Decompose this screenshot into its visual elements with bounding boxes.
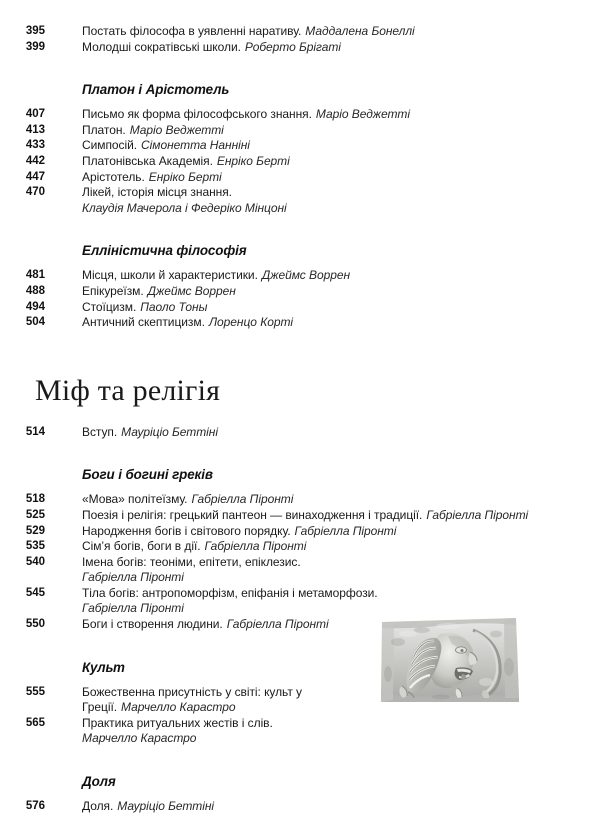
toc-entry-page-number: 407: [25, 108, 45, 121]
toc-entry-body: [45, 154, 600, 170]
toc-entry-page-number: 518: [25, 493, 45, 506]
toc-entry-body: [45, 24, 600, 40]
toc-entry-author: Габріелла Піронті: [82, 601, 184, 616]
toc-entry-author: Марчелло Карастро: [82, 731, 197, 746]
toc-entry[interactable]: [0, 425, 600, 441]
toc-entry-page-number: 504: [25, 316, 45, 329]
toc-entry-body: [45, 138, 600, 154]
toc-entry-page-number: 494: [25, 300, 45, 313]
toc-entry-author: Маддалена Бонеллі: [305, 24, 415, 38]
toc-entry-body: [45, 107, 600, 123]
toc-entry-title: Стоїцизм.: [82, 299, 137, 314]
toc-entry-author: Габріелла Піронті: [191, 492, 294, 507]
spacer: [0, 483, 600, 492]
toc-entry-title: Народження богів і світового порядку.: [82, 523, 291, 538]
toc-subheading-fate: [0, 773, 600, 790]
toc-group-intro-myth: [0, 425, 600, 441]
toc-entry-body: [45, 185, 600, 216]
toc-entry-title: Тіла богів: антропоморфізм, епіфанія і метаморфози.: [82, 585, 378, 600]
toc-group-fate: [0, 799, 600, 815]
toc-entry-author: Паоло Тоны: [140, 299, 208, 314]
toc-entry[interactable]: [0, 508, 600, 524]
toc-entry-author: Марчелло Карастро: [121, 700, 236, 715]
toc-entry-page-number: 442: [25, 154, 45, 167]
toc-group-intro-entries: [0, 24, 600, 55]
toc-entry-author: Мауріціо Беттіні: [117, 799, 215, 814]
toc-entry-author: Габріелла Піронті: [204, 539, 307, 554]
toc-entry-author: Клаудія Мачерола і Федеріко Мінцоні: [82, 200, 287, 215]
toc-entry-author: Габріелла Піронті: [426, 507, 529, 522]
subheading-label: Культ: [82, 659, 125, 675]
section-myth-and-religion: [0, 374, 600, 815]
toc-entry-title: «Мова» політеїзму.: [82, 492, 188, 507]
toc-entry[interactable]: [0, 24, 600, 40]
toc-entry-page-number: 488: [25, 284, 45, 297]
toc-entry-body: [45, 508, 600, 524]
toc-entry-author: Габріелла Піронті: [82, 570, 184, 585]
toc-entry-body: [45, 284, 600, 300]
subheading-label: Доля: [82, 774, 116, 790]
toc-entry-author: Габріелла Піронті: [294, 523, 397, 538]
toc-entry-body: [45, 716, 600, 747]
toc-entry-title: Місця, школи й характеристики.: [82, 268, 258, 283]
toc-entry-page-number: 514: [25, 425, 45, 438]
spacer: [0, 98, 600, 107]
toc-entry-page-number: 399: [25, 40, 45, 53]
toc-group-hellenistic-philosophy: [0, 268, 600, 330]
toc-entry-page-number: 481: [25, 269, 45, 282]
toc-entry[interactable]: [0, 799, 600, 815]
spacer: [0, 331, 600, 374]
toc-entry-body: [45, 492, 600, 508]
toc-entry[interactable]: [0, 716, 600, 747]
toc-entry-title: Імена богів: теоніми, епітети, епіклезис.: [82, 554, 301, 569]
toc-entry-title: Постать філософа в уявленні наративу.: [82, 24, 302, 38]
toc-entry-page-number: 447: [25, 170, 45, 183]
part-title: Міф та релігія: [35, 373, 221, 407]
toc-entry[interactable]: [0, 539, 600, 555]
toc-entry-body: [45, 555, 600, 586]
toc-subheading-hellenistic-philosophy: [0, 242, 600, 259]
toc-entry-title: Доля.: [82, 799, 114, 814]
toc-entry-title: Лікей, історія місця знання.: [82, 185, 232, 200]
subheading-label: Елліністична філософія: [82, 243, 247, 259]
toc-entry-body: [45, 268, 600, 284]
toc-entry-body: [45, 300, 600, 316]
toc-entry-author: Джеймс Воррен: [261, 268, 351, 283]
toc-entry-page-number: 555: [25, 685, 45, 698]
toc-entry-title: Платон.: [82, 122, 126, 137]
toc-entry-title: Симпосій.: [82, 138, 138, 153]
toc-entry-body: [45, 170, 600, 186]
toc-entry-page-number: 413: [25, 123, 45, 136]
ancient-relief-photo: [378, 612, 521, 706]
toc-entry[interactable]: [0, 284, 600, 300]
toc-entry-author: Маріо Веджетті: [129, 122, 224, 137]
toc-entry[interactable]: [0, 185, 600, 216]
toc-entry[interactable]: [0, 555, 600, 586]
toc-entry-title: Практика ритуальних жестів і слів.: [82, 715, 273, 730]
toc-entry[interactable]: [0, 123, 600, 139]
toc-entry-author: Мауріціо Беттіні: [121, 424, 218, 439]
spacer: [0, 408, 600, 425]
toc-entry-body: [45, 799, 600, 815]
spacer: [0, 216, 600, 242]
toc-entry-page-number: 540: [25, 555, 45, 568]
toc-entry[interactable]: [0, 492, 600, 508]
toc-entry[interactable]: [0, 138, 600, 154]
toc-entry-title: Античний скептицизм.: [82, 315, 205, 330]
toc-entry-page-number: 550: [25, 618, 45, 631]
toc-entry-author: Енріко Берті: [216, 153, 290, 168]
toc-entry-title: Боги і створення людини.: [82, 617, 223, 632]
toc-entry-page-number: 565: [25, 716, 45, 729]
toc-entry-title: Сім’я богів, боги в дії.: [82, 539, 201, 554]
toc-entry-page-number: 576: [25, 800, 45, 813]
spacer: [0, 259, 600, 268]
toc-entry-body: [45, 315, 600, 331]
toc-entry-author: Енріко Берті: [148, 169, 222, 184]
toc-entry-title: Платонівська Академія.: [82, 153, 213, 168]
toc-entry-author: Маріо Веджетті: [315, 107, 410, 122]
toc-group-plato-aristotle: [0, 107, 600, 216]
spacer: [0, 747, 600, 773]
toc-entry[interactable]: [0, 107, 600, 123]
toc-entry-page-number: 525: [25, 508, 45, 521]
spacer: [0, 440, 600, 466]
toc-entry-body: [45, 123, 600, 139]
spacer: [0, 55, 600, 81]
toc-entry-page-number: 545: [25, 586, 45, 599]
toc-entry-author: Роберто Брігаті: [244, 39, 341, 54]
toc-entry-title: Епікуреїзм.: [82, 283, 144, 298]
toc-entry-title: Письмо як форма філософського знання.: [82, 107, 312, 122]
toc-entry-body: [45, 685, 317, 716]
toc-entry[interactable]: [0, 315, 600, 331]
relief-illustration: [378, 612, 521, 706]
toc-entry-author: Лоренцо Корті: [208, 315, 294, 330]
toc-entry-title: Молодші сократівські школи.: [82, 39, 241, 54]
toc-subheading-gods-and-goddesses: [0, 466, 600, 483]
toc-entry-page-number: 470: [25, 186, 45, 199]
toc-entry-author: Джеймс Воррен: [147, 283, 236, 298]
toc-entry[interactable]: [0, 300, 600, 316]
toc-entry-body: [45, 425, 600, 441]
toc-entry-body: [45, 524, 600, 540]
toc-entry-author: Сімонетта Нанніні: [141, 138, 250, 153]
section-continued-philosophy: [0, 0, 600, 331]
toc-entry-title: Вступ.: [82, 424, 118, 439]
subheading-label: Боги і богині греків: [82, 467, 213, 483]
toc-entry-body: [45, 40, 600, 56]
toc-entry[interactable]: [0, 524, 600, 540]
spacer: [0, 790, 600, 799]
toc-entry[interactable]: [0, 170, 600, 186]
toc-entry-title: Божественна присутність у світі: культ у Греції.: [82, 684, 303, 715]
toc-entry-title: Арістотель.: [82, 169, 145, 184]
subheading-label: Платон і Арістотель: [82, 82, 230, 98]
toc-subheading-plato-aristotle: [0, 81, 600, 98]
toc-entry-page-number: 535: [25, 540, 45, 553]
toc-entry[interactable]: [0, 154, 600, 170]
toc-entry-author: Габріелла Піронті: [226, 617, 329, 632]
toc-entry[interactable]: [0, 268, 600, 284]
toc-entry-body: [45, 539, 600, 555]
toc-entry-title: Поезія і релігія: грецький пантеон — винаходження і традиції.: [82, 507, 423, 522]
toc-entry-page-number: 433: [25, 139, 45, 152]
toc-entry-page-number: 395: [25, 25, 45, 37]
toc-entry-page-number: 529: [25, 524, 45, 537]
toc-entry[interactable]: [0, 40, 600, 56]
